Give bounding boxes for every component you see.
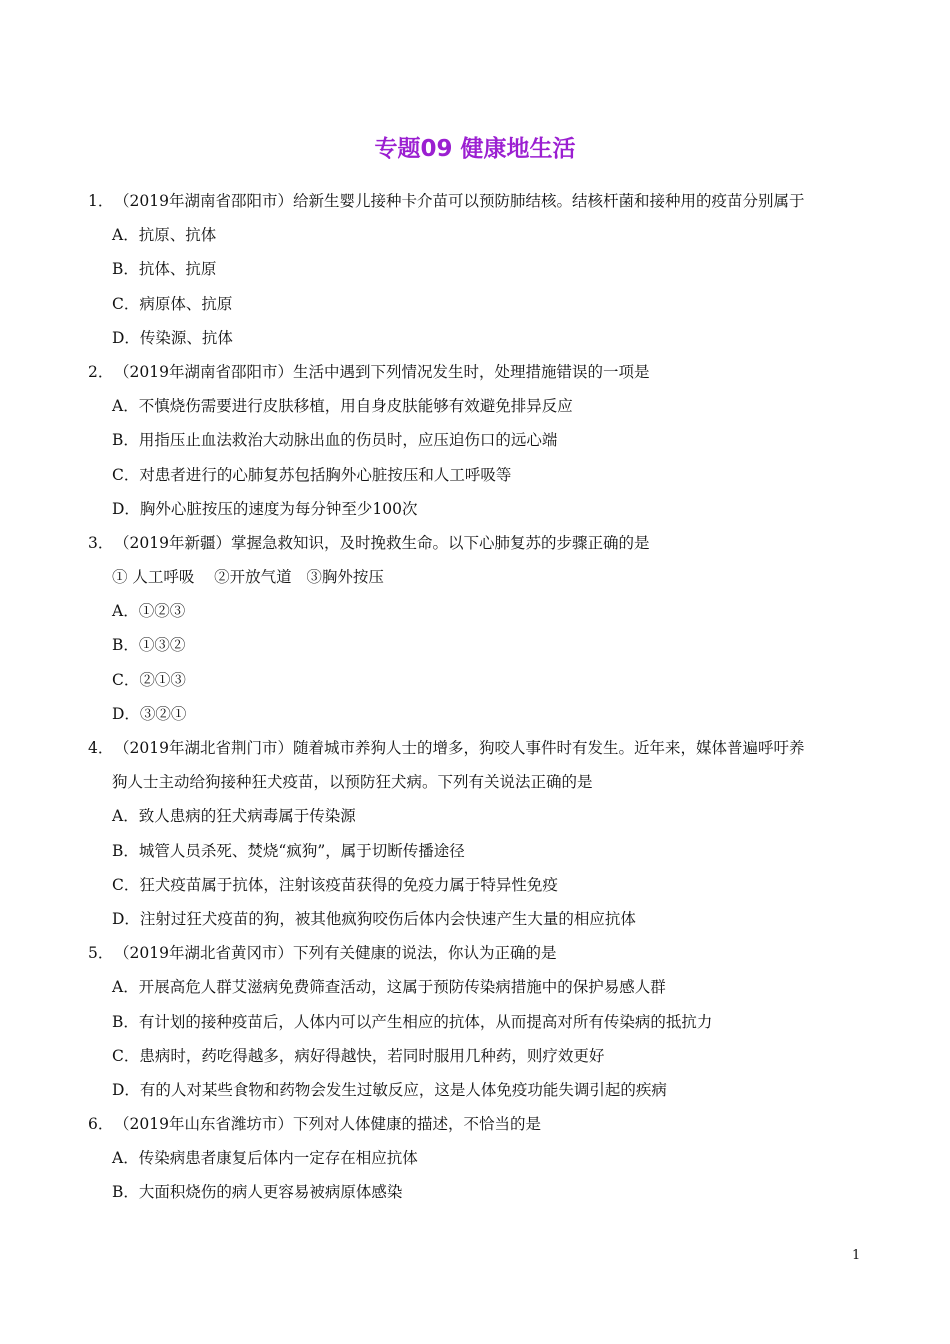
answer-option: D．注射过狂犬疫苗的狗，被其他疯狗咬伤后体内会快速产生大量的相应抗体 <box>112 909 636 928</box>
answer-option: C．对患者进行的心肺复苏包括胸外心脏按压和人工呼吸等 <box>112 465 512 484</box>
answer-option: C．患病时，药吃得越多，病好得越快，若同时服用几种药，则疗效更好 <box>112 1046 605 1065</box>
answer-option: A．开展高危人群艾滋病免费筛查活动，这属于预防传染病措施中的保护易感人群 <box>112 978 666 997</box>
question-text: （2019年湖北省荆门市）随着城市养狗人士的增多，狗咬人事件时有发生。近年来，媒体普遍呼吁养 <box>114 739 805 757</box>
answer-option: D．传染源、抗体 <box>112 328 233 347</box>
question-number: 5． <box>88 944 114 963</box>
question-number: 6． <box>88 1115 114 1134</box>
question-stem <box>0 731 950 765</box>
page-number: 1 <box>852 1248 861 1263</box>
answer-option: A．抗原、抗体 <box>112 226 217 245</box>
question-stem <box>0 184 950 218</box>
question-text: （2019年山东省潍坊市）下列对人体健康的描述，不恰当的是 <box>114 1115 541 1134</box>
answer-option: B．抗体、抗原 <box>112 260 217 279</box>
answer-option: C．病原体、抗原 <box>112 294 233 313</box>
question-stem <box>0 355 950 389</box>
answer-option: A．致人患病的狂犬病毒属于传染源 <box>112 807 356 826</box>
question-stem <box>0 1107 950 1141</box>
question-text: （2019年湖南省邵阳市）生活中遇到下列情况发生时，处理措施错误的一项是 <box>114 362 650 381</box>
answer-option: B．①③② <box>112 636 186 655</box>
answer-option: A．不慎烧伤需要进行皮肤移植，用自身皮肤能够有效避免排异反应 <box>112 397 573 416</box>
answer-option: B．有计划的接种疫苗后，人体内可以产生相应的抗体，从而提高对所有传染病的抵抗力 <box>112 1012 713 1031</box>
answer-option: A．传染病患者康复后体内一定存在相应抗体 <box>112 1149 418 1168</box>
question-number: 2． <box>88 362 114 381</box>
question-stem <box>0 936 950 970</box>
answer-option: B．大面积烧伤的病人更容易被病原体感染 <box>112 1183 403 1202</box>
question-list <box>0 184 950 1210</box>
question-text: （2019年新疆）掌握急救知识，及时挽救生命。以下心肺复苏的步骤正确的是 <box>114 533 650 552</box>
question-stem <box>0 526 950 560</box>
question-number: 1． <box>88 192 114 210</box>
question-text: （2019年湖北省黄冈市）下列有关健康的说法，你认为正确的是 <box>114 944 557 963</box>
answer-option: D．胸外心脏按压的速度为每分钟至少100次 <box>112 499 418 518</box>
question-text: （2019年湖南省邵阳市）给新生婴儿接种卡介苗可以预防肺结核。结核杆菌和接种用的疫苗分别属于 <box>114 192 805 210</box>
answer-option: B．城管人员杀死、焚烧“疯狗”，属于切断传播途径 <box>112 841 465 860</box>
answer-option: C．狂犬疫苗属于抗体，注射该疫苗获得的免疫力属于特异性免疫 <box>112 875 558 894</box>
question-number: 3． <box>88 533 114 552</box>
answer-option: C．②①③ <box>112 670 186 689</box>
answer-option: D．③②① <box>112 704 187 723</box>
answer-option: A．①②③ <box>112 602 186 621</box>
answer-option: D．有的人对某些食物和药物会发生过敏反应，这是人体免疫功能失调引起的疾病 <box>112 1080 667 1099</box>
question-number: 4． <box>88 739 114 757</box>
page-title: 专题09 健康地生活 <box>374 136 576 162</box>
question-text-continued: 狗人士主动给狗接种狂犬疫苗，以预防狂犬病。下列有关说法正确的是 <box>112 773 593 792</box>
step-list: ① 人工呼吸 ②开放气道 ③胸外按压 <box>112 568 384 587</box>
answer-option: B．用指压止血法救治大动脉出血的伤员时，应压迫伤口的远心端 <box>112 431 558 450</box>
